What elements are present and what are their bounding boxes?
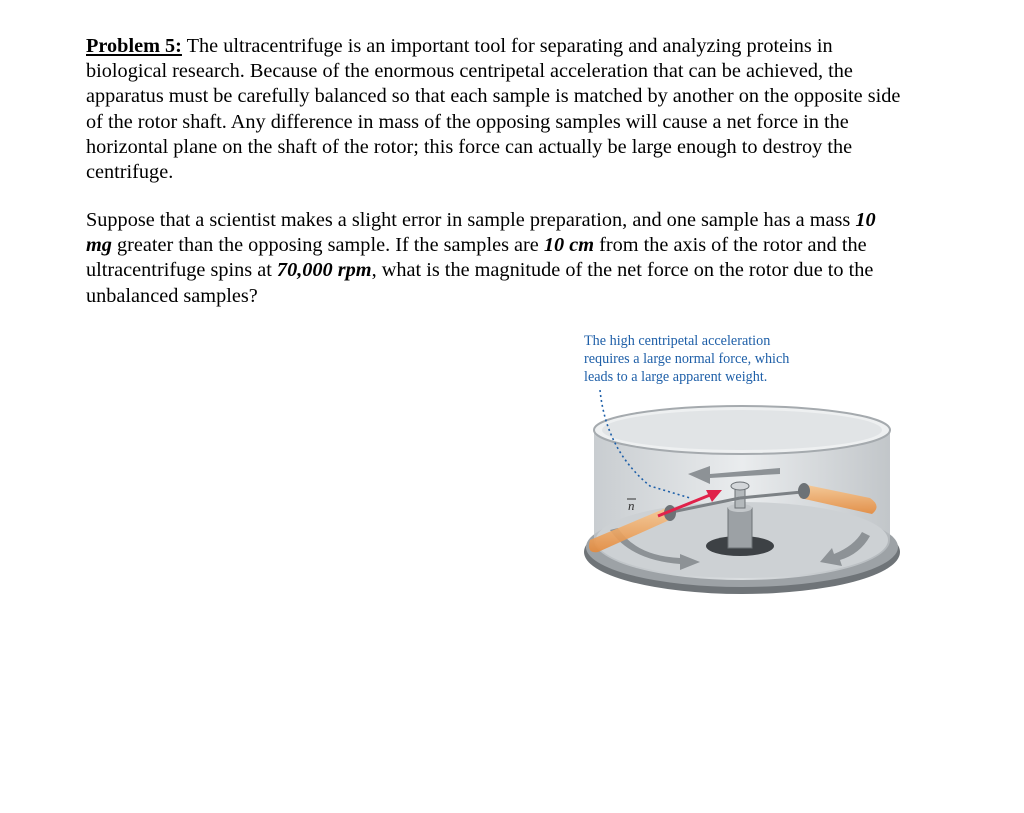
problem-title: Problem 5: bbox=[86, 35, 182, 57]
problem-question-paragraph bbox=[86, 208, 906, 309]
problem-intro-text: The ultracentrifuge is an important tool for separating and analyzing proteins in biological research. Because of the enormous centripetal acceleration that can be achieved, the apparatus must be carefully balanced so that each sample is matched by another on the opposite side of the rotor shaft. Any difference in mass of the opposing samples will cause a net force in the horizontal plane on the shaft of the rotor; this force can actually be large enough to destroy the centrifuge. bbox=[86, 35, 901, 184]
problem-intro-paragraph bbox=[86, 34, 906, 185]
question-text-c: from the axis of the rotor and the ultracentrifuge spins at bbox=[86, 234, 867, 282]
question-text-a: Suppose that a scientist makes a slight error in sample preparation, and one sample has a mass bbox=[86, 209, 856, 231]
figure-caption bbox=[584, 332, 834, 386]
question-text-d: , what is the magnitude of the net force on the rotor due to the unbalanced samples? bbox=[86, 259, 874, 307]
normal-force-label: n bbox=[628, 498, 635, 513]
centrifuge-illustration bbox=[570, 390, 910, 610]
distance-value: 10 cm bbox=[543, 234, 595, 257]
speed-value: 70,000 rpm bbox=[276, 259, 372, 282]
mass-value: 10 mg bbox=[86, 209, 876, 257]
caption-line-2: requires a large normal force, which bbox=[584, 351, 790, 367]
question-text-b: greater than the opposing sample. If the samples are bbox=[111, 234, 544, 257]
caption-line-3: leads to a large apparent weight. bbox=[584, 369, 768, 385]
motor-column bbox=[728, 508, 752, 548]
caption-line-1: The high centripetal acceleration bbox=[584, 333, 771, 349]
